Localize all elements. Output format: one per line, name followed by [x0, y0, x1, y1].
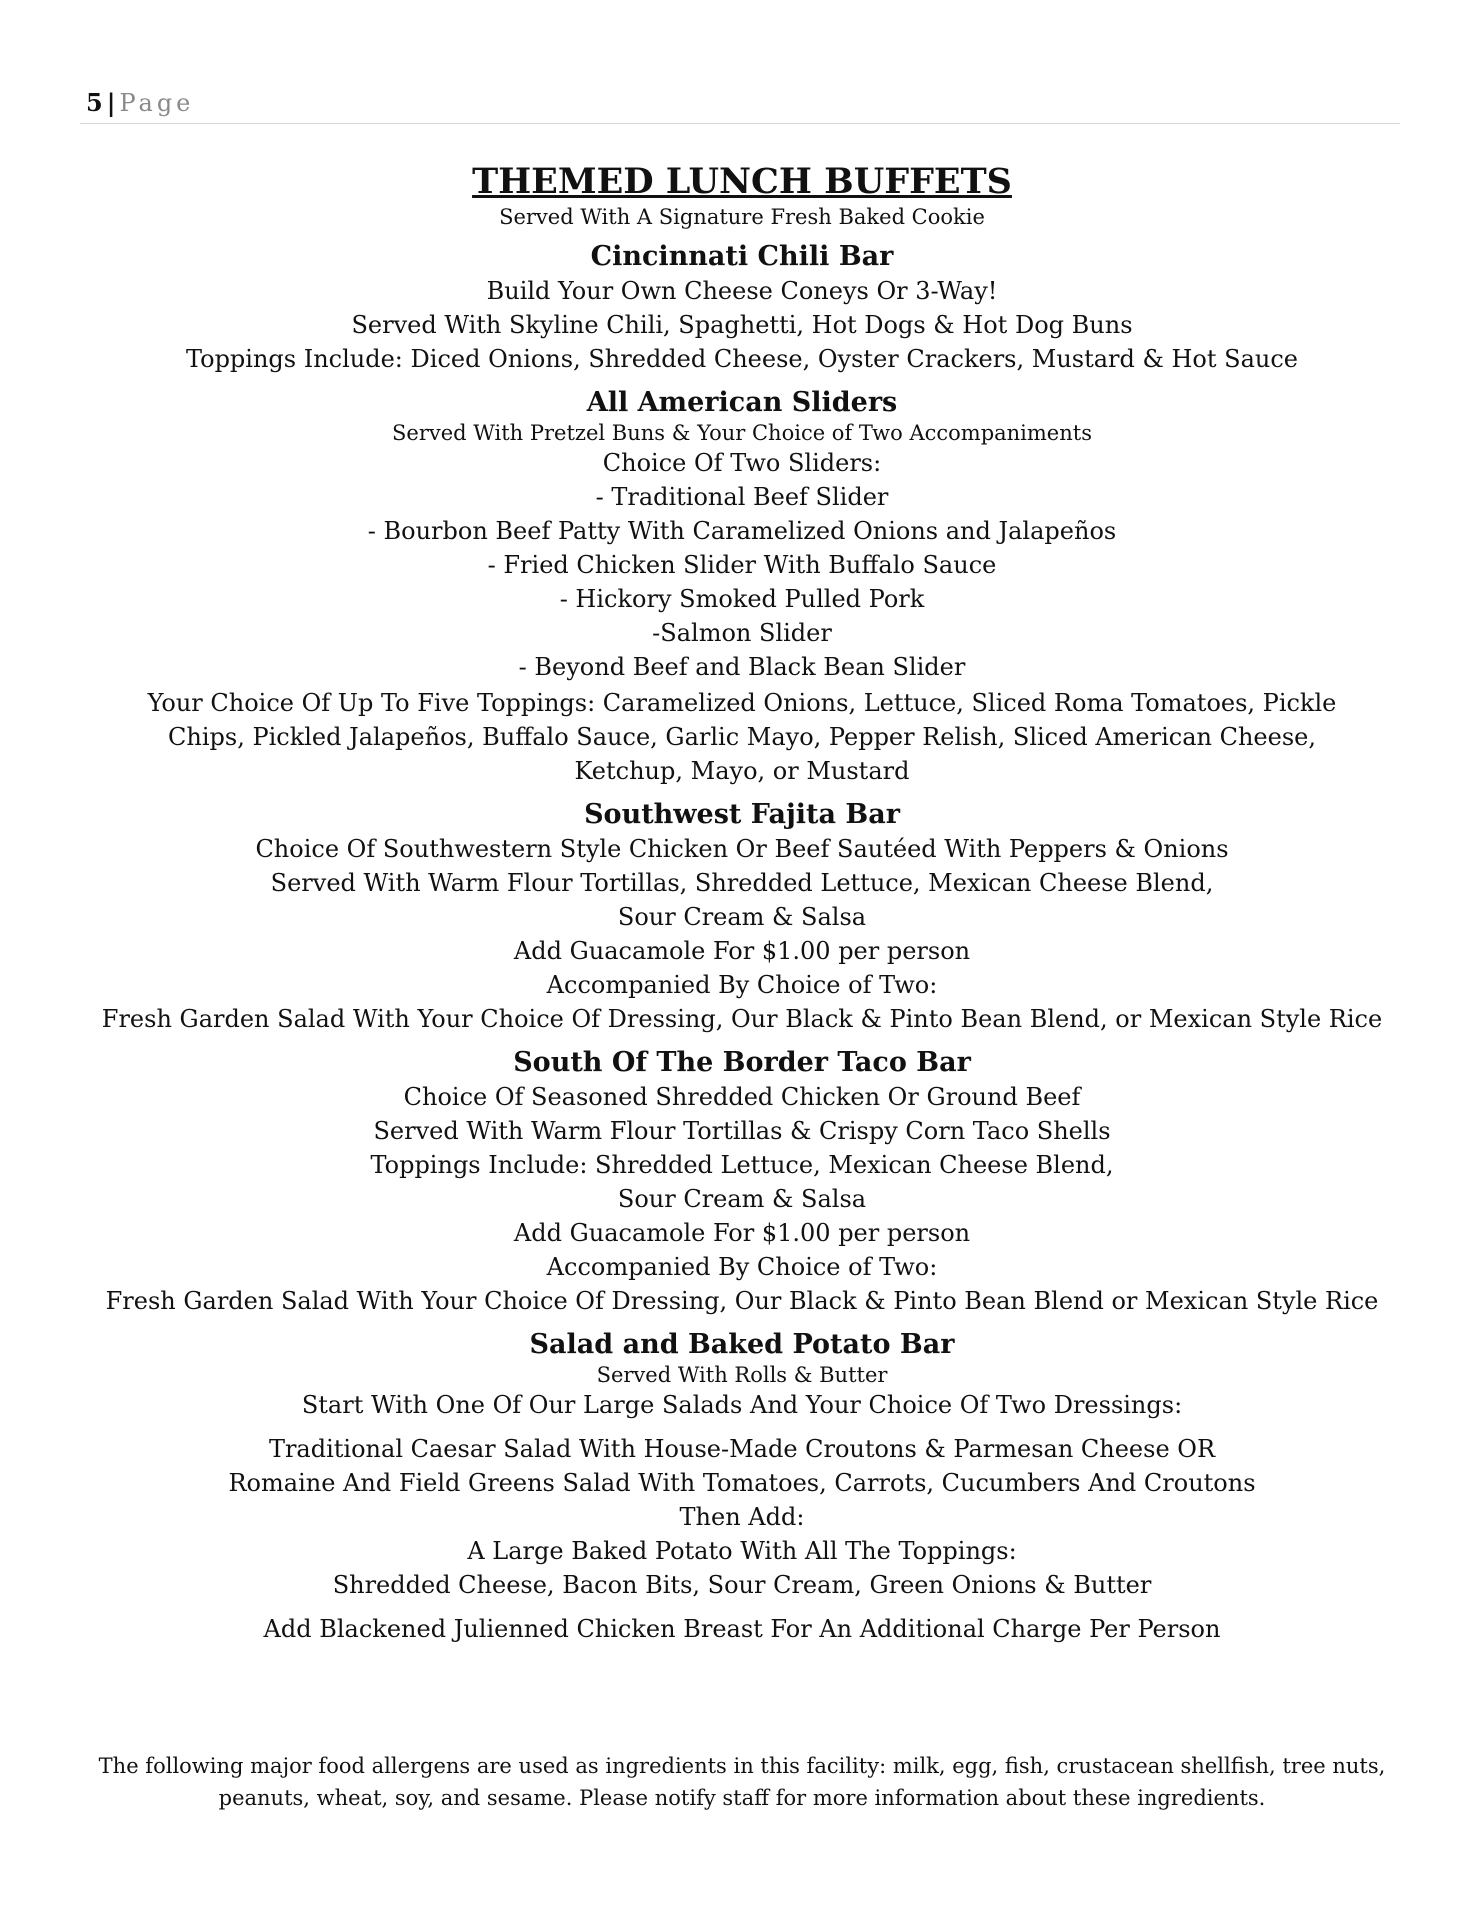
menu-line: Sour Cream & Salsa [617, 1185, 867, 1213]
menu-line: - Hickory Smoked Pulled Pork [559, 585, 925, 613]
menu-line: - Traditional Beef Slider [595, 483, 889, 511]
menu-line: Toppings Include: Diced Onions, Shredded Cheese, Oyster Crackers, Mustard & Hot Sauce [185, 345, 1299, 373]
menu-line: Toppings Include: Shredded Lettuce, Mexican Cheese Blend, [370, 1151, 1114, 1179]
menu-line: Accompanied By Choice of Two: [546, 1253, 938, 1281]
menu-line: Sour Cream & Salsa [617, 903, 867, 931]
page-header [86, 88, 194, 117]
menu-line: Served With Warm Flour Tortillas, Shredded Lettuce, Mexican Cheese Blend, [270, 869, 1214, 897]
section-note-potato: Served With Rolls & Butter [596, 1363, 888, 1387]
potato-addon: Add Blackened Julienned Chicken Breast For An Additional Charge Per Person [263, 1615, 1221, 1643]
header-divider [80, 123, 1400, 124]
menu-line: Accompanied By Choice of Two: [546, 971, 938, 999]
menu-line: A Large Baked Potato With All The Toppings: [467, 1537, 1017, 1565]
section-title-chili: Cincinnati Chili Bar [590, 241, 894, 272]
menu-line: - Beyond Beef and Black Bean Slider [518, 653, 966, 681]
menu-line: Served With Skyline Chili, Spaghetti, Hot Dogs & Hot Dog Buns [351, 311, 1133, 339]
page-subtitle: Served With A Signature Fresh Baked Cookie [499, 205, 985, 229]
menu-line: Fresh Garden Salad With Your Choice Of Dressing, Our Black & Pinto Bean Blend or Mexican Style Rice [105, 1287, 1379, 1315]
page-title: THEMED LUNCH BUFFETS [472, 161, 1012, 202]
section-title-potato: Salad and Baked Potato Bar [529, 1329, 955, 1360]
potato-intro: Start With One Of Our Large Salads And Your Choice Of Two Dressings: [301, 1391, 1183, 1419]
allergen-notice: The following major food allergens are used as ingredients in this facility: milk, egg, fish, crustacean shellfish, tree nuts, peanuts, wheat, soy, and sesame. Please notify staff for more information about these ingredients. [98, 1754, 1386, 1810]
section-title-taco: South Of The Border Taco Bar [513, 1047, 971, 1078]
menu-line: - Bourbon Beef Patty With Caramelized Onions and Jalapeños [367, 517, 1117, 545]
slider-toppings: Your Choice Of Up To Five Toppings: Caramelized Onions, Lettuce, Sliced Roma Tomatoes, Pickle Chips, Pickled Jalapeños, Buffalo Sauce, Garlic Mayo, Pepper Relish, Sliced American Cheese, Ketchup, Mayo, or Mustard [147, 689, 1337, 785]
menu-line: Add Guacamole For $1.00 per person [513, 1219, 971, 1247]
page-separator: | [106, 88, 116, 117]
menu-line: Then Add: [679, 1503, 805, 1531]
menu-line: Choice Of Seasoned Shredded Chicken Or Ground Beef [403, 1083, 1081, 1111]
menu-line: Traditional Caesar Salad With House-Made Croutons & Parmesan Cheese OR [268, 1435, 1216, 1463]
menu-line: Choice Of Southwestern Style Chicken Or Beef Sautéed With Peppers & Onions [255, 835, 1229, 863]
menu-line: Choice Of Two Sliders: [602, 449, 882, 477]
section-title-fajita: Southwest Fajita Bar [584, 799, 900, 830]
menu-line: Shredded Cheese, Bacon Bits, Sour Cream, Green Onions & Butter [332, 1571, 1152, 1599]
menu-content [0, 160, 1484, 1646]
section-note-sliders: Served With Pretzel Buns & Your Choice of Two Accompaniments [392, 421, 1092, 445]
menu-line: Romaine And Field Greens Salad With Tomatoes, Carrots, Cucumbers And Croutons [228, 1469, 1256, 1497]
page-number: 5 [86, 88, 103, 117]
menu-line: Build Your Own Cheese Coneys Or 3-Way! [486, 277, 998, 305]
menu-line: -Salmon Slider [652, 619, 832, 647]
menu-line: Served With Warm Flour Tortillas & Crispy Corn Taco Shells [373, 1117, 1111, 1145]
menu-line: - Fried Chicken Slider With Buffalo Sauce [487, 551, 997, 579]
page-label: Page [119, 89, 195, 117]
section-title-sliders: All American Sliders [586, 387, 898, 418]
menu-line: Fresh Garden Salad With Your Choice Of Dressing, Our Black & Pinto Bean Blend, or Mexican Style Rice [101, 1005, 1383, 1033]
menu-line: Add Guacamole For $1.00 per person [513, 937, 971, 965]
